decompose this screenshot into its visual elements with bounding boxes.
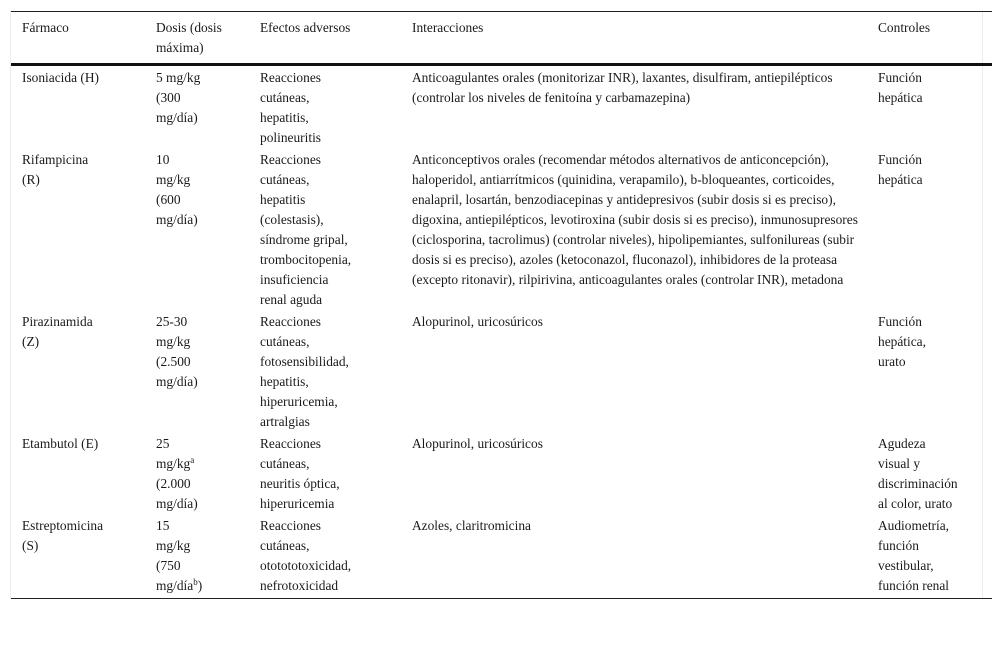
- adverse-effects-cell-text: hiperuricemia: [260, 496, 335, 511]
- dose-cell-text: mg/kg: [156, 538, 191, 553]
- adverse-effects-cell-line: [260, 88, 406, 108]
- adverse-effects-cell-text: hepatitis,: [260, 374, 309, 389]
- table-row: [11, 516, 992, 599]
- adverse-effects-cell-line: [260, 170, 406, 190]
- dose-cell-text: mg/día: [156, 578, 194, 593]
- controls-cell-line: [878, 494, 992, 514]
- dose-cell-line: [156, 210, 254, 230]
- adverse-effects-cell-text: Reacciones: [260, 436, 321, 451]
- header-farmaco: Fármaco: [22, 20, 69, 35]
- table-row: [11, 150, 992, 312]
- drug-cell-text: Estreptomicina: [22, 518, 104, 533]
- dose-cell-text: 15: [156, 518, 170, 533]
- controls-cell-line: [878, 474, 992, 494]
- adverse-effects-cell-line: [260, 68, 406, 88]
- adverse-effects-cell: [260, 516, 412, 599]
- controls-cell-text: al color, urato: [878, 496, 953, 511]
- drug-cell-line: [22, 434, 156, 454]
- adverse-effects-cell-line: [260, 250, 406, 270]
- adverse-effects-cell-line: [260, 270, 406, 290]
- dose-cell-text: (2.500: [156, 354, 191, 369]
- interactions-cell: Azoles, claritromicina: [412, 518, 531, 533]
- drug-cell-line: [22, 170, 156, 190]
- adverse-effects-cell-line: [260, 332, 406, 352]
- adverse-effects-cell-text: cutáneas,: [260, 456, 310, 471]
- controls-cell-text: Función: [878, 152, 922, 167]
- adverse-effects-cell-text: Reacciones: [260, 152, 321, 167]
- adverse-effects-cell-text: polineuritis: [260, 130, 321, 145]
- controls-cell-line: [878, 332, 992, 352]
- dose-cell-text: mg/kg: [156, 334, 191, 349]
- dose-cell-line: [156, 170, 254, 190]
- adverse-effects-cell-text: síndrome gripal,: [260, 232, 348, 247]
- controls-cell-text: hepática,: [878, 334, 926, 349]
- controls-cell: [878, 434, 992, 516]
- interactions-cell: Alopurinol, uricosúricos: [412, 314, 543, 329]
- controls-cell-text: Agudeza: [878, 436, 926, 451]
- controls-cell-line: [878, 150, 992, 170]
- drug-cell-line: [22, 150, 156, 170]
- adverse-effects-cell-line: [260, 454, 406, 474]
- table-row: [11, 312, 992, 434]
- adverse-effects-cell-text: Reacciones: [260, 518, 321, 533]
- adverse-effects-cell: [260, 312, 412, 434]
- dose-cell-line: [156, 88, 254, 108]
- adverse-effects-cell-line: [260, 352, 406, 372]
- drug-table: [11, 11, 992, 599]
- table-container: [10, 11, 983, 599]
- adverse-effects-cell: [260, 65, 412, 151]
- adverse-effects-cell-line: [260, 516, 406, 536]
- controls-cell-text: Función: [878, 314, 922, 329]
- dose-cell-line: [156, 434, 254, 454]
- adverse-effects-cell-text: Reacciones: [260, 314, 321, 329]
- drug-cell-text: (S): [22, 538, 39, 553]
- interactions-cell: Anticonceptivos orales (recomendar métodos alternativos de anticoncepción), haloperidol, antiarrítmicos (quinidina, verapamilo), b-bloqueantes, corticoides, enalapril, losartán, benzodiacepinas y antidepresivos (subir dosis si es preciso), digoxina, antiepilépticos, levotiroxina (subir dosis si es preciso), inmunosupresores (ciclosporina, tacrolimus) (controlar niveles), hipolipemiantes, sulfonilureas (subir dosis si es preciso), azoles (ketoconazol, fluconazol), inhibidores de la proteasa (excepto ritonavir), rilpirivina, anticoagulantes orales (controlar INR), metadona: [412, 152, 858, 287]
- footnote-marker: a: [190, 455, 195, 465]
- adverse-effects-cell: [260, 434, 412, 516]
- dose-cell-line: [156, 150, 254, 170]
- controls-cell-line: [878, 88, 992, 108]
- drug-cell-line: [22, 536, 156, 556]
- adverse-effects-cell-text: fotosensibilidad,: [260, 354, 349, 369]
- dose-cell-text: mg/kg: [156, 456, 191, 471]
- dose-cell-text: 10: [156, 152, 170, 167]
- adverse-effects-cell-text: hepatitis,: [260, 110, 309, 125]
- adverse-effects-cell-text: hepatitis: [260, 192, 306, 207]
- table-row: [11, 434, 992, 516]
- adverse-effects-cell-line: [260, 290, 406, 310]
- interactions-cell: Alopurinol, uricosúricos: [412, 436, 543, 451]
- controls-cell-text: vestibular,: [878, 558, 934, 573]
- adverse-effects-cell-text: cutáneas,: [260, 90, 310, 105]
- controls-cell-line: [878, 170, 992, 190]
- dose-cell-text: (600: [156, 192, 181, 207]
- drug-cell-text: Etambutol (E): [22, 436, 99, 451]
- adverse-effects-cell-text: ototototoxicidad,: [260, 558, 352, 573]
- dose-cell-line: [156, 332, 254, 352]
- adverse-effects-cell-text: neuritis óptica,: [260, 476, 340, 491]
- controls-cell-line: [878, 68, 992, 88]
- controls-cell: [878, 150, 992, 312]
- dose-cell-text: mg/día): [156, 496, 198, 511]
- adverse-effects-cell-line: [260, 494, 406, 514]
- dose-cell-line: [156, 68, 254, 88]
- adverse-effects-cell-line: [260, 128, 406, 148]
- table-header-row: [11, 12, 992, 65]
- adverse-effects-cell-text: (colestasis),: [260, 212, 324, 227]
- dose-cell-line: [156, 190, 254, 210]
- dose-cell-text: mg/kg: [156, 172, 191, 187]
- controls-cell-text: hepática: [878, 172, 923, 187]
- adverse-effects-cell-line: [260, 556, 406, 576]
- controls-cell-line: [878, 352, 992, 372]
- dose-cell-line: [156, 576, 254, 596]
- dose-cell-text: mg/día): [156, 110, 198, 125]
- controls-cell-text: función renal: [878, 578, 950, 593]
- adverse-effects-cell-line: [260, 108, 406, 128]
- dose-cell: [156, 516, 260, 599]
- adverse-effects-cell-line: [260, 434, 406, 454]
- dose-cell: [156, 434, 260, 516]
- table-row: [11, 65, 992, 151]
- controls-cell-text: discriminación: [878, 476, 958, 491]
- dose-cell: [156, 150, 260, 312]
- controls-cell-text: visual y: [878, 456, 921, 471]
- drug-cell-text: Rifampicina: [22, 152, 89, 167]
- controls-cell: [878, 65, 992, 151]
- adverse-effects-cell-line: [260, 150, 406, 170]
- header-controles: Controles: [878, 20, 931, 35]
- dose-cell: [156, 65, 260, 151]
- controls-cell-text: hepática: [878, 90, 923, 105]
- adverse-effects-cell-line: [260, 312, 406, 332]
- dose-cell-text: mg/día): [156, 374, 198, 389]
- adverse-effects-cell-line: [260, 392, 406, 412]
- dose-cell-text: (750: [156, 558, 181, 573]
- adverse-effects-cell-text: artralgias: [260, 414, 310, 429]
- controls-cell-line: [878, 516, 992, 536]
- dose-cell-line: [156, 108, 254, 128]
- controls-cell-text: Función: [878, 70, 922, 85]
- adverse-effects-cell-line: [260, 210, 406, 230]
- adverse-effects-cell-text: insuficiencia: [260, 272, 329, 287]
- adverse-effects-cell-text: renal aguda: [260, 292, 323, 307]
- dose-cell-line: [156, 312, 254, 332]
- adverse-effects-cell-line: [260, 372, 406, 392]
- adverse-effects-cell: [260, 150, 412, 312]
- drug-cell: [11, 312, 156, 434]
- controls-cell-line: [878, 434, 992, 454]
- adverse-effects-cell-text: nefrotoxicidad: [260, 578, 339, 593]
- controls-cell: [878, 312, 992, 434]
- drug-cell-line: [22, 312, 156, 332]
- drug-cell-text: (R): [22, 172, 40, 187]
- adverse-effects-cell-text: hiperuricemia,: [260, 394, 338, 409]
- drug-cell-line: [22, 332, 156, 352]
- controls-cell-line: [878, 536, 992, 556]
- drug-cell-text: Pirazinamida: [22, 314, 93, 329]
- dose-cell-line: [156, 516, 254, 536]
- adverse-effects-cell-line: [260, 576, 406, 596]
- controls-cell-line: [878, 576, 992, 596]
- dose-cell-text: 5 mg/kg: [156, 70, 201, 85]
- dose-cell-text: 25-30: [156, 314, 188, 329]
- dose-cell-text: (2.000: [156, 476, 191, 491]
- adverse-effects-cell-text: cutáneas,: [260, 334, 310, 349]
- adverse-effects-cell-line: [260, 190, 406, 210]
- adverse-effects-cell-text: trombocitopenia,: [260, 252, 352, 267]
- dose-cell-line: [156, 536, 254, 556]
- controls-cell-text: función: [878, 538, 919, 553]
- dose-cell-line: [156, 372, 254, 392]
- dose-cell-text: 25: [156, 436, 170, 451]
- drug-cell-line: [22, 516, 156, 536]
- adverse-effects-cell-line: [260, 474, 406, 494]
- controls-cell-text: Audiometría,: [878, 518, 950, 533]
- controls-cell-text: urato: [878, 354, 906, 369]
- adverse-effects-cell-text: cutáneas,: [260, 538, 310, 553]
- controls-cell: [878, 516, 992, 599]
- drug-cell-line: [22, 68, 156, 88]
- dose-cell-text: (300: [156, 90, 181, 105]
- drug-cell: [11, 65, 156, 151]
- controls-cell-line: [878, 556, 992, 576]
- dose-cell-text: mg/día): [156, 212, 198, 227]
- adverse-effects-cell-line: [260, 536, 406, 556]
- drug-cell-text: Isoniacida (H): [22, 70, 99, 85]
- adverse-effects-cell-text: cutáneas,: [260, 172, 310, 187]
- drug-cell: [11, 434, 156, 516]
- dose-tail: ): [197, 578, 203, 593]
- footnote-marker: b: [193, 577, 198, 587]
- adverse-effects-cell-line: [260, 230, 406, 250]
- header-interacciones: Interacciones: [412, 20, 484, 35]
- dose-cell: [156, 312, 260, 434]
- adverse-effects-cell-text: Reacciones: [260, 70, 321, 85]
- header-dosis: Dosis (dosis máxima): [156, 20, 222, 55]
- controls-cell-line: [878, 312, 992, 332]
- dose-cell-line: [156, 474, 254, 494]
- dose-cell-line: [156, 454, 254, 474]
- controls-cell-line: [878, 454, 992, 474]
- dose-cell-line: [156, 352, 254, 372]
- drug-cell-text: (Z): [22, 334, 40, 349]
- dose-cell-line: [156, 494, 254, 514]
- drug-cell: [11, 150, 156, 312]
- header-efectos: Efectos adversos: [260, 20, 351, 35]
- interactions-cell: Anticoagulantes orales (monitorizar INR), laxantes, disulfiram, antiepilépticos (controlar los niveles de fenitoína y carbamazepina): [412, 70, 833, 105]
- adverse-effects-cell-line: [260, 412, 406, 432]
- drug-cell: [11, 516, 156, 599]
- dose-cell-line: [156, 556, 254, 576]
